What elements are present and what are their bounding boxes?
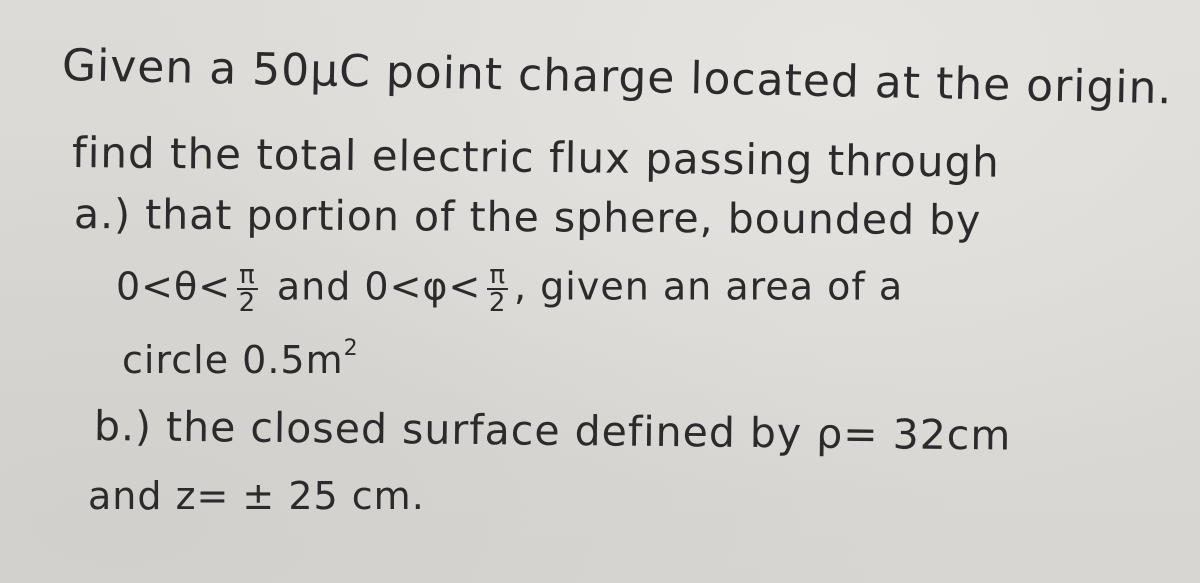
- area-given-text: , given an area of a: [514, 264, 904, 309]
- circle-area-text: circle 0.5m: [122, 338, 344, 382]
- pi-over-2-fraction-2: [487, 262, 508, 316]
- bounds-line: [116, 262, 903, 316]
- problem-line-1: Given a 50μC point charge located at the origin.: [61, 40, 1173, 115]
- area-exponent: 2: [343, 336, 359, 361]
- z-bounds-line: and z= ± 25 cm.: [88, 474, 425, 518]
- theta-bound-text: 0<θ<: [116, 264, 232, 309]
- fraction-numerator: π: [239, 260, 256, 290]
- pi-over-2-fraction: [237, 262, 258, 316]
- part-b-line: b.) the closed surface defined by ρ= 32cm: [93, 402, 1012, 460]
- fraction-denominator: 2: [488, 288, 507, 318]
- circle-area-line: [122, 336, 359, 382]
- part-a-line: a.) that portion of the sphere, bounded by: [73, 190, 982, 245]
- fraction-numerator: π: [489, 260, 506, 290]
- problem-line-2: find the total electric flux passing through: [71, 128, 1001, 187]
- fraction-denominator: 2: [238, 288, 257, 318]
- phi-bound-text: and 0<φ<: [263, 264, 482, 309]
